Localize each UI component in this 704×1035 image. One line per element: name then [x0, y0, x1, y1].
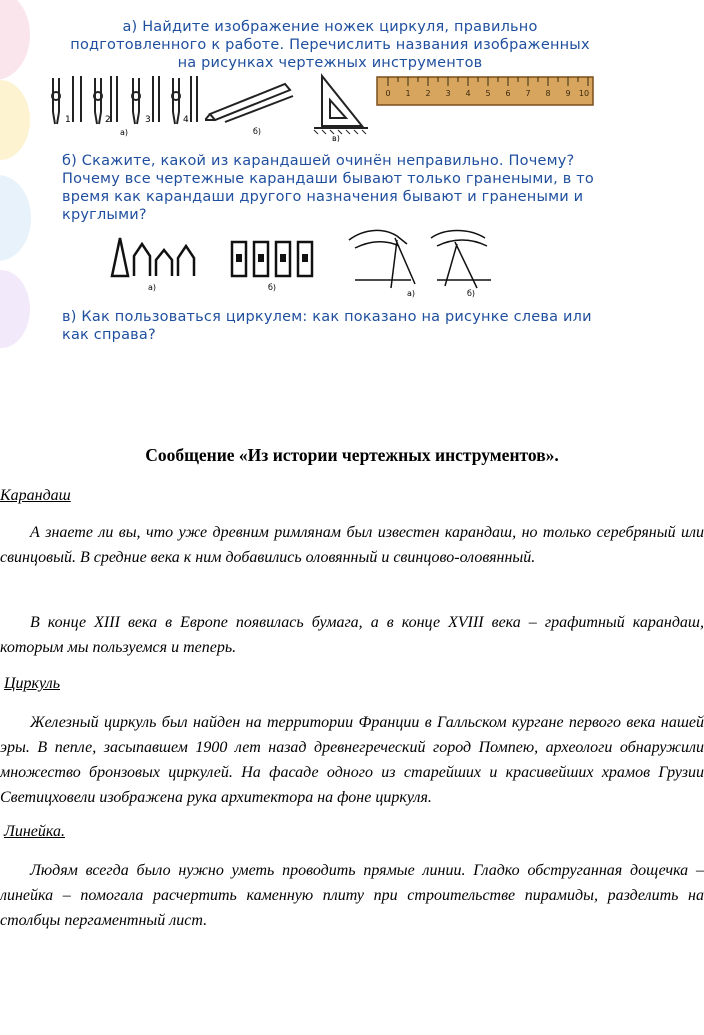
section-heading-compass: Циркуль — [4, 675, 60, 692]
figure-label: в) — [332, 134, 340, 142]
ruler-tick-label: 9 — [565, 89, 571, 98]
section-heading-ruler: Линейка. — [4, 823, 65, 840]
ruler-tick-label: 1 — [405, 89, 411, 98]
question-a: а) Найдите изображение ножек циркуля, правильно подготовленного к работе. Перечислить названия изображенных на рисунках чертежных инструментов — [70, 19, 590, 71]
ruler-tick-label: 8 — [545, 89, 551, 98]
compass-label: 2 — [105, 115, 111, 125]
ruler-tick-label: 6 — [505, 89, 511, 98]
set-square-figure — [310, 70, 372, 142]
ruler-tick-label: 3 — [445, 89, 451, 98]
ruler-tick-label: 0 — [385, 89, 391, 98]
pencil-sections-figure — [228, 238, 324, 292]
document-title: Сообщение «Из истории чертежных инструментов». — [145, 445, 559, 465]
figure-label: а) — [407, 289, 416, 298]
compass-legs-figure — [45, 72, 210, 137]
balloon-decoration — [0, 270, 30, 348]
figure-label: б) — [268, 283, 277, 292]
balloon-decoration — [0, 0, 30, 80]
balloon-decoration — [0, 80, 30, 160]
ruler-figure — [376, 76, 594, 106]
question-c: в) Как пользоваться циркулем: как показано на рисунке слева или как справа? — [62, 309, 592, 343]
compass-label: 1 — [65, 115, 71, 125]
question-b: б) Скажите, какой из карандашей очинён неправильно. Почему? Почему все чертежные карандаши бывают только гранеными, в то время как карандаши другого назначения бывают и гранеными и круглыми? — [62, 153, 594, 223]
compass-label: 3 — [145, 115, 151, 125]
hands-compass-figure — [345, 222, 495, 298]
figure-label: б) — [253, 127, 262, 136]
figure-label: а) — [148, 283, 157, 292]
balloon-decoration — [0, 175, 31, 261]
figure-label: а) — [120, 128, 129, 137]
ruler-tick-label: 2 — [425, 89, 431, 98]
ruler-tick-label: 4 — [465, 89, 471, 98]
paragraph-ruler-1: Людям всегда было нужно уметь проводить прямые линии. Гладко обструганная дощечка – линейка – помогала расчертить каменную плиту при строительстве пирамиды, разделить на столбцы пергаментный лист. — [0, 862, 704, 929]
ruler-tick-label: 7 — [525, 89, 531, 98]
section-heading-pencil: Карандаш — [0, 487, 71, 504]
paragraph-pencil-1: А знаете ли вы, что уже древним римлянам был известен карандаш, но только серебряный или свинцовый. В средние века к ним добавились оловянный и свинцово-оловянный. — [0, 524, 704, 566]
figure-label: б) — [467, 289, 476, 298]
pencil-tips-figure — [108, 232, 208, 292]
ruler-tick-label: 10 — [578, 89, 590, 98]
compass-label: 4 — [183, 115, 189, 125]
pencil-figure — [205, 76, 300, 136]
worksheet-slide — [0, 0, 704, 370]
paragraph-pencil-2: В конце XIII века в Европе появилась бумага, а в конце XVIII века – графитный карандаш, которым мы пользуемся и теперь. — [0, 614, 704, 656]
ruler-tick-label: 5 — [485, 89, 491, 98]
paragraph-compass-1: Железный циркуль был найден на территории Франции в Галльском кургане первого века нашей эры. В пепле, засыпавшем 1900 лет назад древнегреческий город Помпею, археологи обнаружили множество бронзовых циркулей. На фасаде одного из старейших и красивейших храмов Грузии Светицховели изображена рука архитектора на фоне циркуля. — [0, 714, 704, 806]
